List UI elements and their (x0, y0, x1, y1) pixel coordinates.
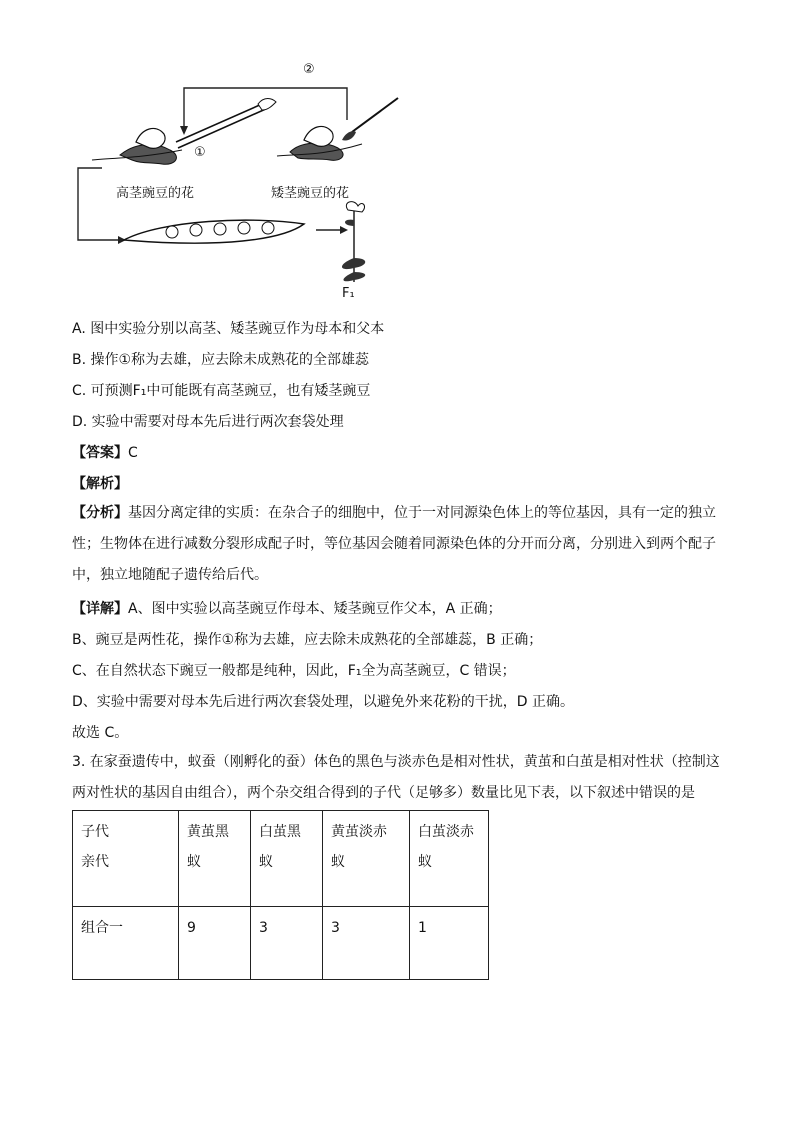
table-cell: 9 (179, 907, 251, 980)
xiangjie-line-d: D、实验中需要对母本先后进行两次套袋处理，以避免外来花粉的干扰，D 正确。 (72, 694, 575, 710)
conclusion-line: 故选 C。 (72, 725, 129, 741)
pollination-brush (342, 98, 398, 141)
analysis-tag: 【解析】 (72, 476, 128, 492)
question-3-text: 3. 在家蚕遗传中，蚁蚕（刚孵化的蚕）体色的黑色与淡赤色是相对性状，黄茧和白茧是相对性状（控制这两对性状的基因自由组合），两个杂交组合得到的子代（足够多）数量比见下表，以下叙述中错误的是 (72, 754, 720, 801)
forceps-tool (176, 99, 276, 149)
header-text: 黄茧淡赤 (331, 824, 387, 840)
xiangjie-line-b: B、豌豆是两性花，操作①称为去雄，应去除未成熟花的全部雄蕊，B 正确； (72, 632, 543, 648)
answer-value: C (128, 445, 138, 461)
table-header-row (73, 811, 489, 907)
to-f1-arrowhead (340, 226, 348, 234)
header-cell (251, 811, 323, 907)
option-c: C. 可预测F₁中可能既有高茎豌豆，也有矮茎豌豆 (72, 383, 371, 399)
corner-bottom-label: 亲代 (81, 854, 109, 870)
table-row (73, 907, 489, 980)
fenxi-paragraph (72, 498, 724, 591)
step1-label: ① (194, 145, 206, 160)
table-cell: 3 (323, 907, 410, 980)
xiangjie-line-c: C、在自然状态下豌豆一般都是纯种，因此，F₁全为高茎豌豆，C 错误； (72, 663, 516, 679)
pea-hybridization-figure (72, 60, 412, 305)
header-text: 蚁 (259, 854, 273, 870)
header-text: 白茧黑 (259, 824, 301, 840)
answer-tag: 【答案】 (72, 445, 128, 461)
corner-top-label: 子代 (81, 824, 109, 840)
xiangjie-line-a (72, 598, 502, 618)
fenxi-tag: 【分析】 (72, 505, 128, 521)
answer-line (72, 442, 138, 462)
tall-flower-label: 高茎豌豆的花 (116, 186, 195, 201)
header-text: 黄茧黑 (187, 824, 229, 840)
header-text: 蚁 (331, 854, 345, 870)
header-cell (410, 811, 489, 907)
row-label: 组合一 (73, 907, 179, 980)
tall-pea-flower (92, 128, 182, 164)
step2-label: ② (303, 62, 315, 77)
analysis-heading (72, 473, 128, 493)
xiangjie-text-a: A、图中实验以高茎豌豆作母本、矮茎豌豆作父本，A 正确； (128, 601, 502, 617)
offspring-ratio-table (72, 810, 489, 980)
seed-path-arrow (78, 168, 120, 240)
header-text: 蚁 (187, 854, 201, 870)
f1-label: F₁ (342, 286, 355, 301)
option-a: A. 图中实验分别以高茎、矮茎豌豆作为母本和父本 (72, 321, 385, 337)
dwarf-pea-flower (277, 126, 362, 160)
table-cell: 3 (251, 907, 323, 980)
header-cell (323, 811, 410, 907)
f1-plant (342, 202, 365, 282)
table-cell: 1 (410, 907, 489, 980)
table-corner-cell (73, 811, 179, 907)
xiangjie-tag: 【详解】 (72, 601, 128, 617)
pea-pod (124, 220, 304, 243)
step2-arrowhead (180, 126, 188, 135)
option-b: B. 操作①称为去雄，应去除未成熟花的全部雄蕊 (72, 352, 370, 368)
header-text: 蚁 (418, 854, 432, 870)
header-cell (179, 811, 251, 907)
dwarf-flower-label: 矮茎豌豆的花 (271, 186, 350, 201)
fenxi-text: 基因分离定律的实质：在杂合子的细胞中，位于一对同源染色体上的等位基因，具有一定的独立性；生物体在进行减数分裂形成配子时，等位基因会随着同源染色体的分开而分离，分别进入到两个配子中，独立地随配子遗传给后代。 (72, 505, 716, 583)
header-text: 白茧淡赤 (418, 824, 474, 840)
option-d: D. 实验中需要对母本先后进行两次套袋处理 (72, 414, 344, 430)
